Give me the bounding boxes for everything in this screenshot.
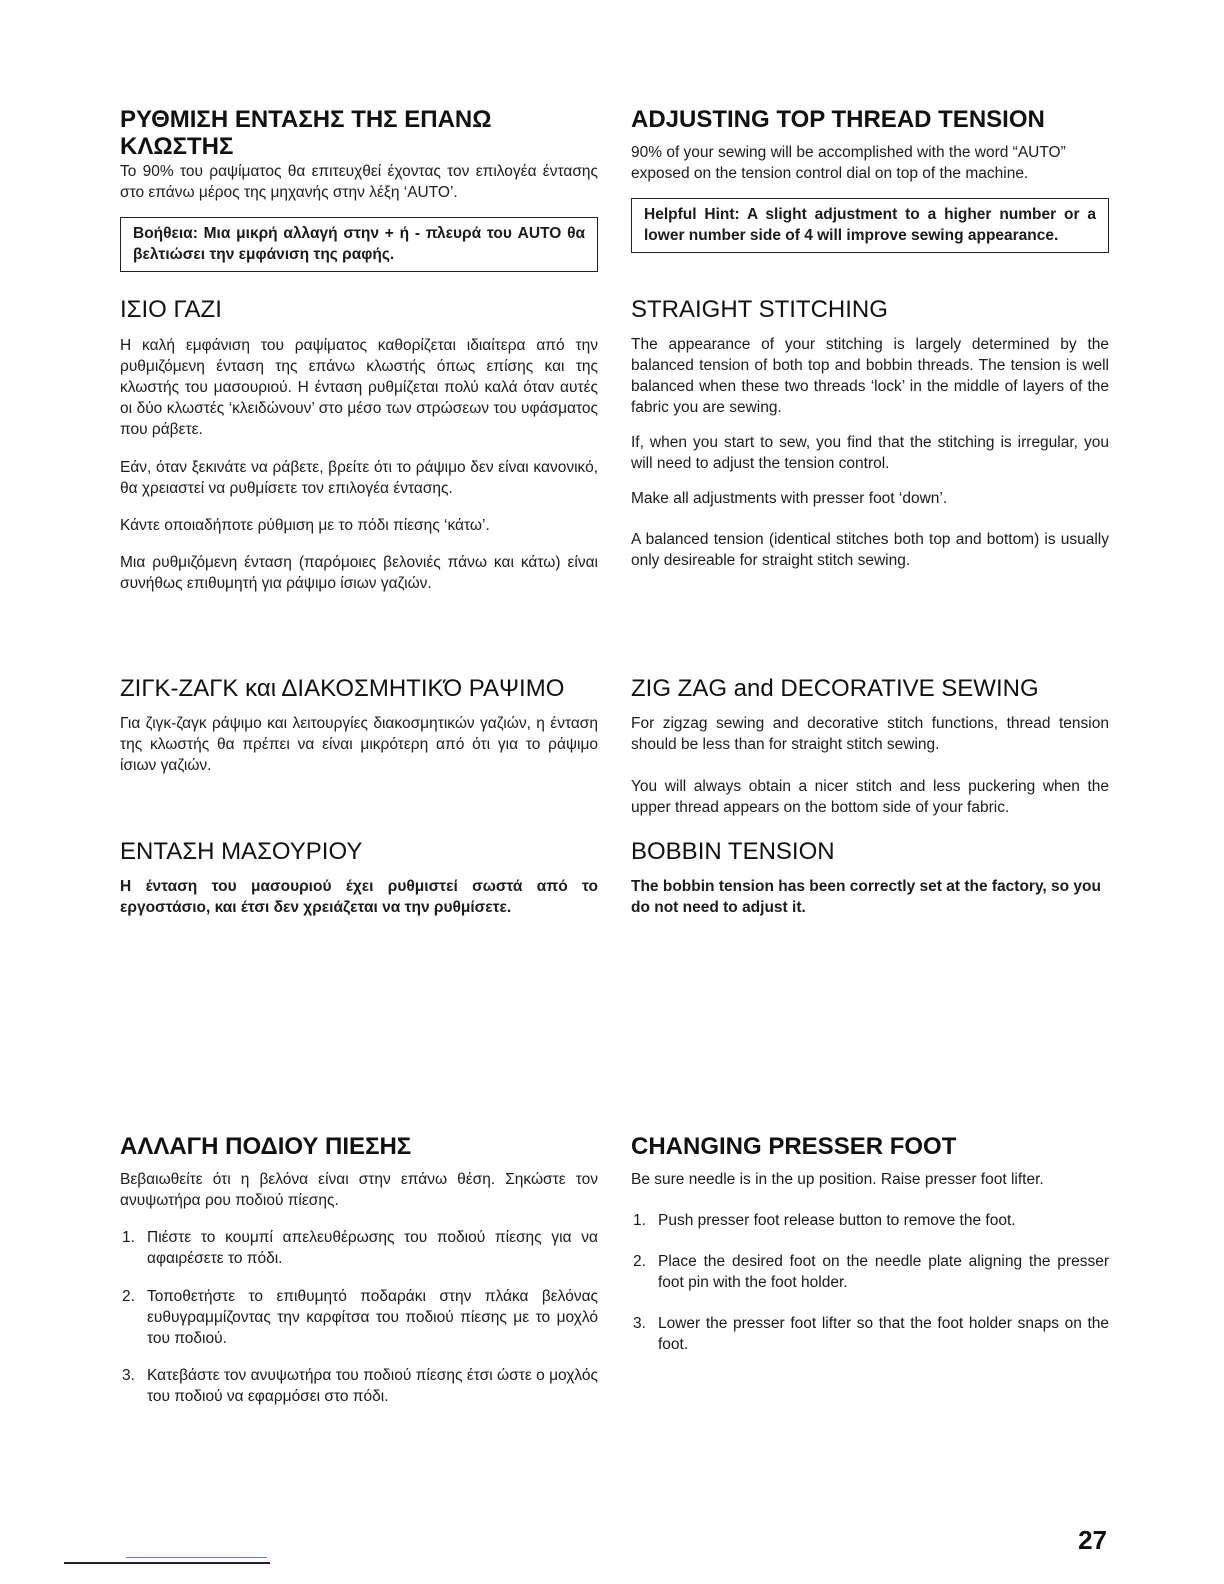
step-text: Τοποθετήστε το επιθυμητό ποδαράκι στην πλάκα βελόνας ευθυγραμμίζοντας την καρφίτσα του ποδιού πίεσης με το μοχλό του ποδιού. <box>147 1288 598 1347</box>
step-number: 2. <box>122 1288 135 1305</box>
step-number: 1. <box>633 1212 646 1229</box>
gr-straight-p3: Κάντε οποιαδήποτε ρύθμιση με το πόδι πίεσης ‘κάτω’. <box>120 517 490 534</box>
page-number: 27 <box>1078 1525 1107 1555</box>
gr-step-item <box>120 1227 598 1269</box>
en-straight-stitching-section <box>631 296 1109 571</box>
en-straight-stitching-title: STRAIGHT STITCHING <box>631 296 888 323</box>
footer-rule <box>64 1562 270 1564</box>
en-top-tension-title: ADJUSTING TOP THREAD TENSION <box>631 106 1045 133</box>
gr-top-tension-section <box>120 106 598 272</box>
gr-step-item <box>120 1286 598 1349</box>
gr-straight-p1: Η καλή εμφάνιση του ραψίματος καθορίζεται ιδιαίτερα από την ρυθμιζόμενη ένταση της επάνω κλωστής όπως επίσης και της κλωστής του μασουριού. Η ένταση ρυθμίζεται πολύ καλά όταν αυτές οι δύο κλωστές ‘κλειδώνουν’ στο μέσο των στρώσεων του υφάσματος που ράβετε. <box>120 337 598 438</box>
en-bobbin-section <box>631 838 1109 918</box>
gr-zigzag-section <box>120 675 598 776</box>
gr-bobbin-section <box>120 838 598 918</box>
en-straight-p1: The appearance of your stitching is largely determined by the balanced tension of both top and bobbin threads. The tension is well balanced when these two threads ‘lock’ in the middle of layers of the fabric you are sewing. <box>631 336 1109 416</box>
gr-helpful-hint-box: Βοήθεια: Μια μικρή αλλαγή στην + ή - πλευρά του AUTO θα βελτιώσει την εμφάνιση της ραφής. <box>120 217 598 272</box>
gr-presser-foot-section <box>120 1133 598 1407</box>
step-number: 3. <box>633 1315 646 1332</box>
gr-straight-stitching-section <box>120 296 598 594</box>
en-step-item <box>631 1313 1109 1355</box>
en-zigzag-p1: For zigzag sewing and decorative stitch functions, thread tension should be less than for straight stitch sewing. <box>631 715 1109 753</box>
step-text: Κατεβάστε τον ανυψωτήρα του ποδιού πίεσης έτσι ώστε ο μοχλός του ποδιού να εφαρμόσει στο πόδι. <box>147 1367 598 1405</box>
en-steps-list <box>631 1210 1109 1355</box>
gr-bobbin-title: ΕΝΤΑΣΗ ΜΑΣΟΥΡΙΟΥ <box>120 838 363 865</box>
gr-top-tension-title: ΡΥΘΜΙΣΗ ΕΝΤΑΣΗΣ ΤΗΣ ΕΠΑΝΩ ΚΛΩΣΤΗΣ <box>120 106 492 160</box>
gr-straight-p4: Μια ρυθμιζόμενη ένταση (παρόμοιες βελονιές πάνω και κάτω) είναι συνήθως επιθυμητή για ράψιμο ίσιων γαζιών. <box>120 554 598 592</box>
step-number: 3. <box>122 1367 135 1384</box>
en-straight-p2: If, when you start to sew, you find that the stitching is irregular, you will need to adjust the tension control. <box>631 434 1109 472</box>
en-helpful-hint-box: Helpful Hint: A slight adjustment to a higher number or a lower number side of 4 will improve sewing appearance. <box>631 198 1109 253</box>
gr-presser-foot-title: ΑΛΛΑΓΗ ΠΟΔΙΟΥ ΠΙΕΣΗΣ <box>120 1133 412 1160</box>
en-presser-foot-title: CHANGING PRESSER FOOT <box>631 1133 957 1160</box>
en-zigzag-title: ZIG ZAG and DECORATIVE SEWING <box>631 675 1039 702</box>
gr-zigzag-p1: Για ζιγκ-ζαγκ ράψιμο και λειτουργίες διακοσμητικών γαζιών, η ένταση της κλωστής θα πρέπει να είναι μικρότερη από ότι για το ράψιμο ίσιων γαζιών. <box>120 715 598 774</box>
gr-straight-stitching-title: ΙΣΙΟ ΓΑΖΙ <box>120 296 222 323</box>
en-top-tension-text: 90% of your sewing will be accomplished with the word “AUTO” exposed on the tension control dial on top of the machine. <box>631 144 1066 182</box>
en-step-item <box>631 1251 1109 1293</box>
gr-steps-list <box>120 1227 598 1407</box>
gr-presser-foot-intro: Βεβαιωθείτε ότι η βελόνα είναι στην επάνω θέση. Σηκώστε τον ανυψωτήρα ρου ποδιού πίεσης. <box>120 1171 598 1209</box>
gr-straight-p2: Εάν, όταν ξεκινάτε να ράβετε, βρείτε ότι το ράψιμο δεν είναι κανονικό, θα χρειαστεί να ρυθμίσετε τον επιλογέα έντασης. <box>120 459 598 497</box>
en-step-item <box>631 1210 1109 1231</box>
en-presser-foot-intro: Be sure needle is in the up position. Raise presser foot lifter. <box>631 1171 1044 1188</box>
footer-rule-blue <box>126 1557 267 1558</box>
step-number: 1. <box>122 1229 135 1246</box>
en-straight-p4: A balanced tension (identical stitches both top and bottom) is usually only desireable for straight stitch sewing. <box>631 531 1109 569</box>
en-bobbin-title: BOBBIN TENSION <box>631 838 835 865</box>
en-zigzag-p2: You will always obtain a nicer stitch and less puckering when the upper thread appears on the bottom side of your fabric. <box>631 778 1109 816</box>
step-text: Push presser foot release button to remove the foot. <box>658 1212 1016 1229</box>
gr-top-tension-text: Το 90% του ραψίματος θα επιτευχθεί έχοντας τον επιλογέα έντασης στο επάνω μέρος της μηχανής στην λέξη ‘AUTO’. <box>120 163 598 201</box>
step-number: 2. <box>633 1253 646 1270</box>
gr-bobbin-p1: Η ένταση του μασουριού έχει ρυθμιστεί σωστά από το εργοστάσιο, και έτσι δεν χρειάζεται να την ρυθμίσετε. <box>120 878 598 916</box>
en-presser-foot-section <box>631 1133 1109 1355</box>
step-text: Place the desired foot on the needle plate aligning the presser foot pin with the foot holder. <box>658 1253 1109 1291</box>
en-zigzag-section <box>631 675 1109 818</box>
en-straight-p3: Make all adjustments with presser foot ‘down’. <box>631 490 948 507</box>
gr-step-item <box>120 1365 598 1407</box>
gr-zigzag-title: ΖΙΓΚ-ΖΑΓΚ και ΔΙΑΚΟΣΜΗΤΙΚΌ ΡΑΨΙΜΟ <box>120 675 565 702</box>
step-text: Lower the presser foot lifter so that the foot holder snaps on the foot. <box>658 1315 1109 1353</box>
en-top-tension-section <box>631 106 1109 253</box>
en-bobbin-p1: The bobbin tension has been correctly set at the factory, so you do not need to adjust it. <box>631 878 1101 916</box>
step-text: Πιέστε το κουμπί απελευθέρωσης του ποδιού πίεσης για να αφαιρέσετε το πόδι. <box>147 1229 598 1267</box>
